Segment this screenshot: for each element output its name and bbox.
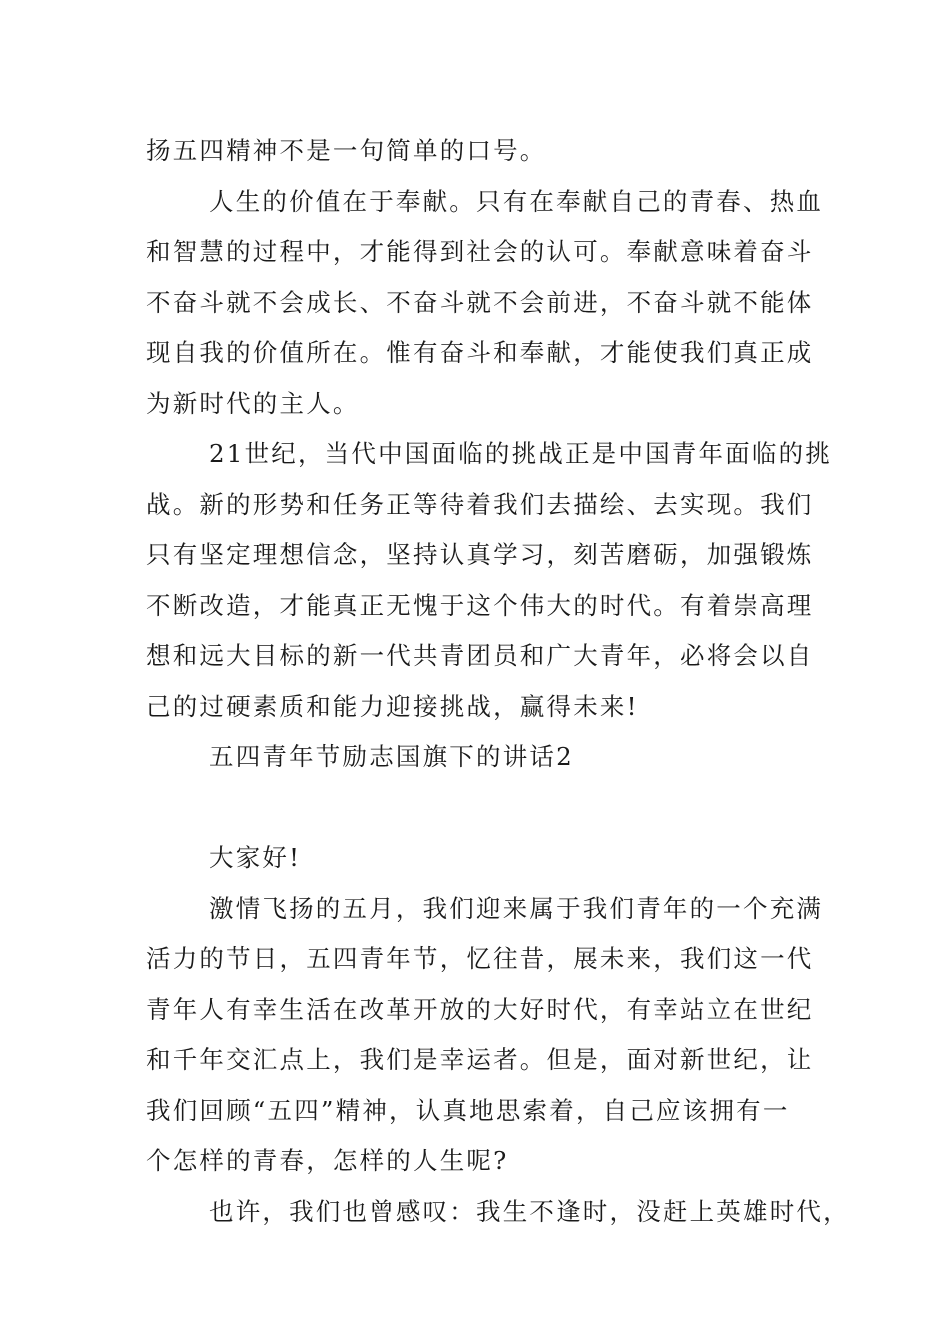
blank-line [146,783,806,834]
text-line: 只有坚定理想信念，坚持认真学习，刻苦磨砺，加强锻炼 [146,540,814,569]
section-heading: 五四青年节励志国旗下的讲话2 [209,742,574,771]
text-line: 青年人有幸生活在改革开放的大好时代，有幸站立在世纪 [146,994,814,1024]
paragraph-start: 激情飞扬的五月，我们迎来属于我们青年的一个充满 [209,893,824,923]
text-line: 现自我的价值所在。惟有奋斗和奉献，才能使我们真正成 [146,338,814,367]
text-line: 个怎样的青春，怎样的人生呢? [146,1146,509,1175]
text-line: 扬五四精神不是一句简单的口号。 [146,136,547,165]
paragraph-start: 也许，我们也曾感叹：我生不逢时，没赶上英雄时代， [209,1196,850,1226]
document-body [146,126,850,1237]
text-line: 和千年交汇点上，我们是幸运者。但是，面对新世纪，让 [146,1045,814,1074]
paragraph-start: 21世纪，当代中国面临的挑战正是中国青年面临的挑 [209,439,832,468]
text-line: 活力的节日，五四青年节，忆往昔，展未来，我们这一代 [146,944,814,973]
greeting: 大家好! [209,843,302,872]
text-line: 想和远大目标的新一代共青团员和广大青年，必将会以自 [146,641,814,670]
text-line: 和智慧的过程中，才能得到社会的认可。奉献意味着奋斗 [146,237,814,266]
text-line: 不奋斗就不会成长、不奋斗就不会前进，不奋斗就不能体 [146,287,814,317]
text-line: 不断改造，才能真正无愧于这个伟大的时代。有着崇高理 [146,590,814,620]
paragraph-start: 人生的价值在于奉献。只有在奉献自己的青春、热血 [209,186,824,216]
text-line: 己的过硬素质和能力迎接挑战，赢得未来! [146,691,639,721]
text-line: 战。新的形势和任务正等待着我们去描绘、去实现。我们 [146,489,814,519]
text-line: 为新时代的主人。 [146,388,360,418]
text-line: 我们回顾“五四”精神，认真地思索着，自己应该拥有一 [146,1095,790,1125]
